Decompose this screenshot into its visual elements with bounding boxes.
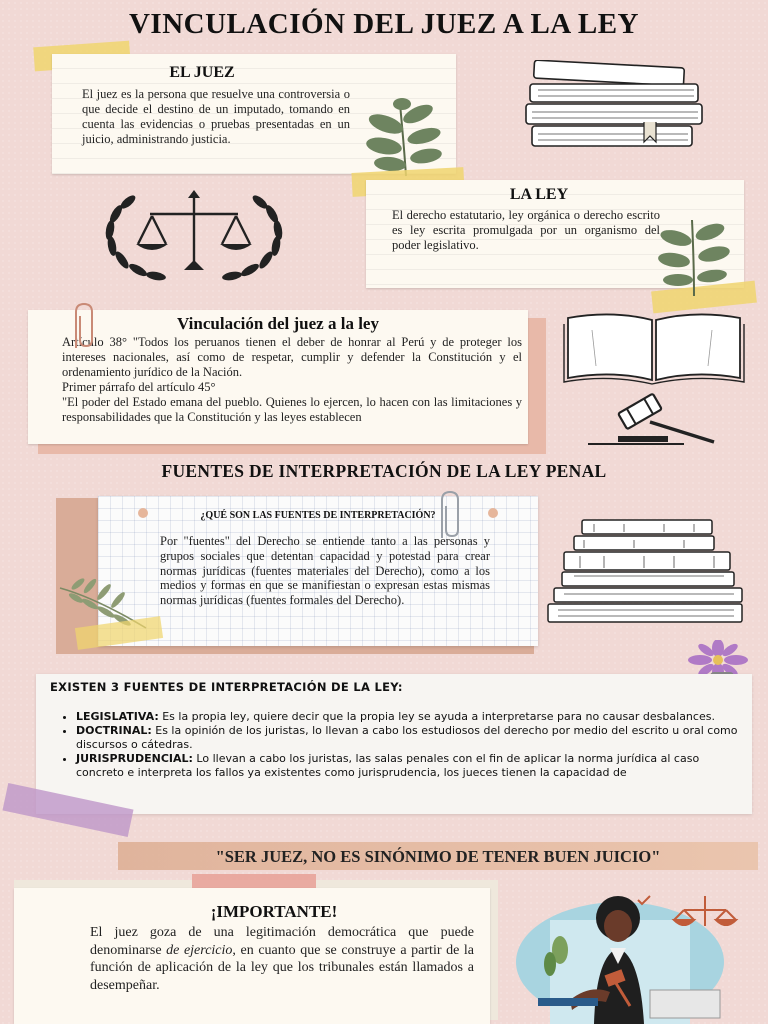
el-juez-heading: EL JUEZ — [169, 64, 235, 81]
gavel-icon — [588, 392, 720, 446]
la-ley-text: El derecho estatutario, ley orgánica o derecho escrito es ley escrita promulgada por un organismo del poder legislativo. — [392, 208, 660, 252]
que-son-text: Por "fuentes" del Derecho se entiende tanto a las personas y grupos sociales que detentan capacidad y potestad para crear normas jurídicas (fuentes materiales del Derecho), como a los medios y formas en que se manifiestan o expresan estas mismas normas jurídicas (fuentes formales del Derecho). — [160, 534, 490, 608]
open-book-icon — [562, 310, 746, 386]
quote-banner — [118, 842, 758, 870]
fuentes-list — [60, 710, 744, 780]
articulo-45-text: "El poder del Estado emana del pueblo. Quienes lo ejercen, lo hacen con las limitaciones y responsabilidades que la Constitución y las leyes establecen — [62, 395, 522, 424]
importante-text: El juez goza de una legitimación democrática que puede denominarse de ejercicio, en cuanto que se construye a partir de la función de aplicación de la ley que los tribunales están llamados a desempeñar. — [90, 925, 475, 993]
books-stack-icon — [524, 60, 712, 150]
hole-punch — [138, 508, 148, 518]
vinculacion-heading: Vinculación del juez a la ley — [177, 314, 379, 333]
importante-heading: ¡IMPORTANTE! — [210, 902, 338, 921]
page-title: VINCULACIÓN DEL JUEZ A LA LEY — [128, 8, 640, 40]
scales-laurel-icon — [96, 184, 292, 284]
hole-punch — [488, 508, 498, 518]
que-son-heading: ¿QUÉ SON LAS FUENTES DE INTERPRETACIÓN? — [200, 510, 436, 521]
list-item-doctrinal: • DOCTRINAL: Es la opinión de los juristas, lo llevan a cabo los estudiosos del derecho por medio del escrito u oral como discursos o cátedras. — [76, 724, 744, 752]
importante-card — [14, 888, 490, 1024]
que-son-card — [98, 496, 538, 646]
la-ley-heading: LA LEY — [509, 186, 569, 203]
existen-card — [36, 674, 752, 814]
articulo-38-text: Artículo 38° "Todos los peruanos tienen el deber de honrar al Perú y de proteger los intereses nacionales, así como de respetar, cumplir y defender la Constitución y el ordenamiento jurídico de la Nación. — [62, 335, 522, 379]
fuentes-title: FUENTES DE INTERPRETACIÓN DE LA LEY PENAL — [161, 461, 607, 481]
books-stack-icon — [544, 516, 746, 628]
paperclip-icon — [66, 300, 106, 352]
existen-heading: EXISTEN 3 FUENTES DE INTERPRETACIÓN DE LA LEY: — [50, 680, 403, 694]
articulo-45-label: Primer párrafo del artículo 45° — [62, 380, 216, 394]
paperclip-icon — [434, 488, 470, 544]
vinculacion-text — [62, 335, 522, 425]
leaf-branch-icon — [356, 96, 448, 180]
list-item-jurisprudencial: • JURISPRUDENCIAL: Lo llevan a cabo los juristas, las salas penales con el fin de aplicar la norma jurídica al caso concreto e interpreta los fallos ya existentes como jurisprudencia, los jueces tienen la capacidad de — [76, 752, 744, 780]
leaf-branch-icon — [650, 214, 738, 298]
quote-text: "SER JUEZ, NO ES SINÓNIMO DE TENER BUEN JUICIO" — [215, 847, 661, 866]
el-juez-text: El juez es la persona que resuelve una controversia o que decide el destino de un imputado, tomando en cuenta las evidencias o pruebas presentadas en un juicio, administrando justicia. — [82, 87, 350, 146]
list-item-legislativa: • LEGISLATIVA: Es la propia ley, quiere decir que la propia ley se ayuda a interpretarse para no causar desbalances. — [76, 710, 744, 724]
judge-illustration — [510, 880, 750, 1024]
